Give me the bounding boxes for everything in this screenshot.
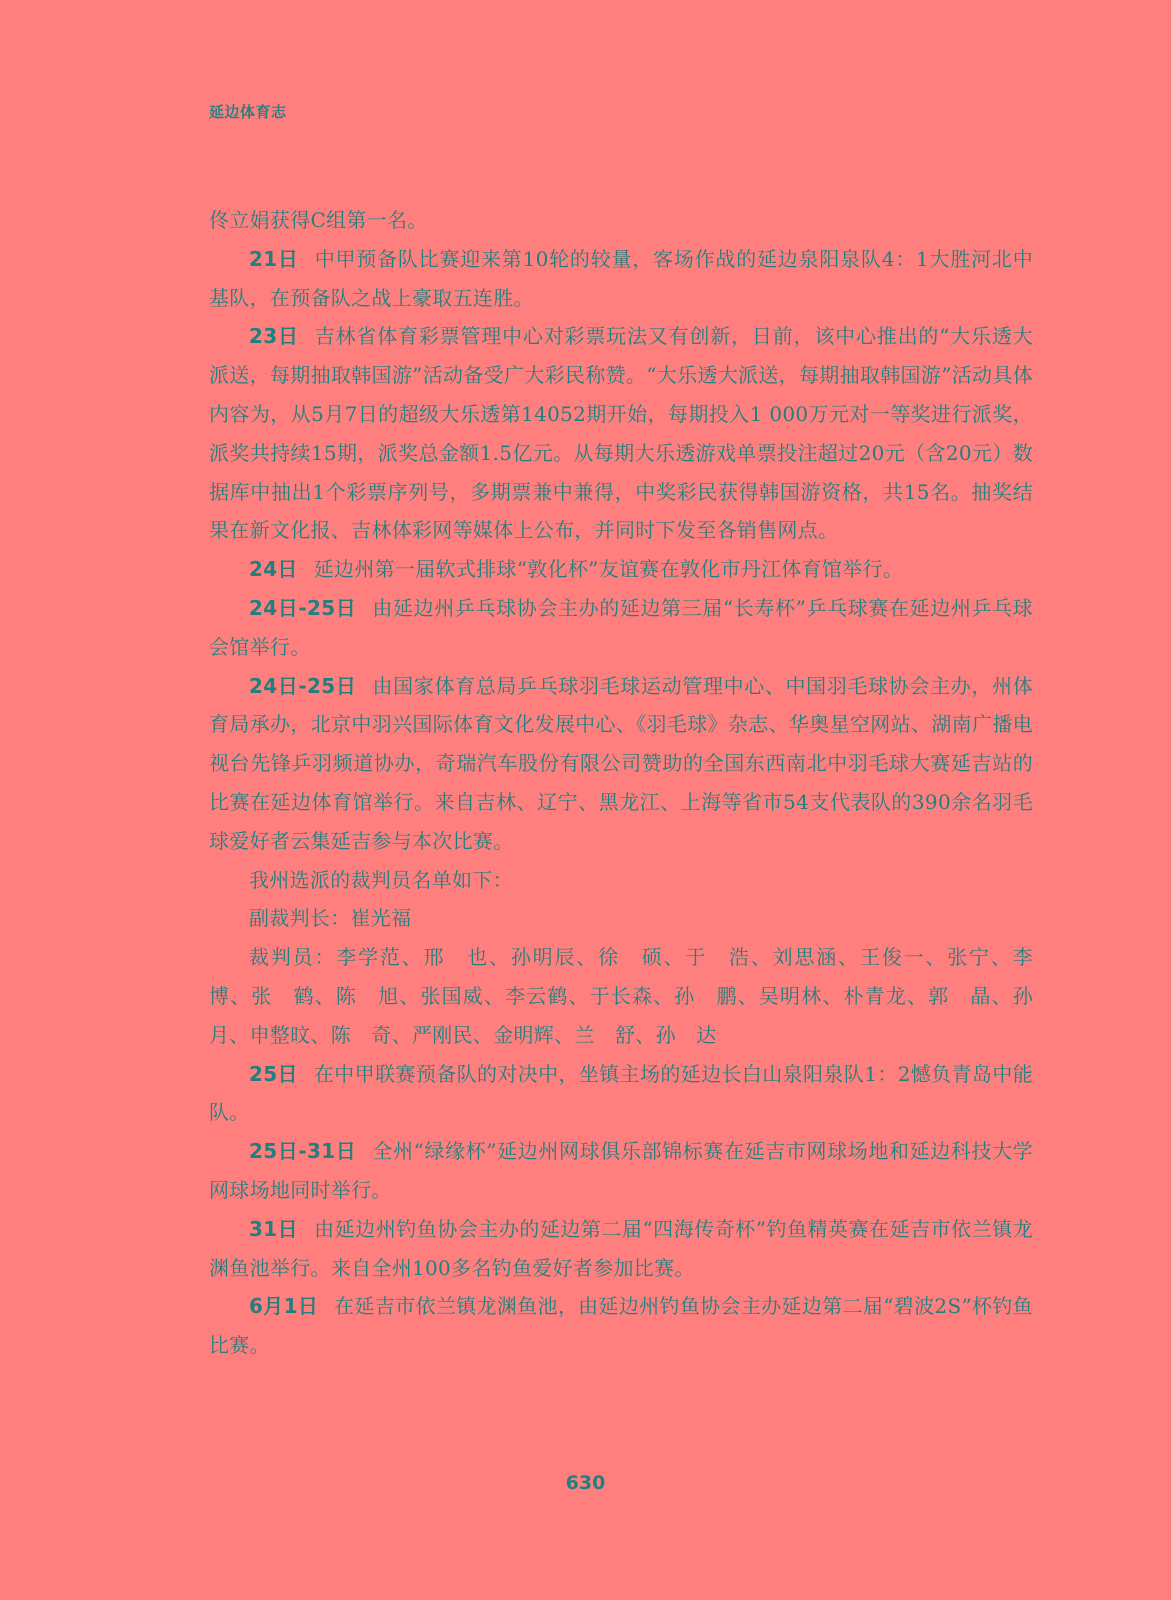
paragraph-continuation <box>209 201 1033 240</box>
entry-24-25-badminton <box>209 667 1033 861</box>
page-number: 630 <box>565 1472 606 1494</box>
entry-text: 全州“绿缘杯”延边州网球俱乐部锦标赛在延吉市网球场地和延边科技大学网球场地同时举行。 <box>209 1139 1033 1202</box>
entry-text: 由国家体育总局乒乓球羽毛球运动管理中心、中国羽毛球协会主办，州体育局承办，北京中羽兴国际体育文化发展中心、《羽毛球》杂志、华奥星空网站、湖南广播电视台先锋乒羽频道协办，奇瑞汽车股份有限公司赞助的全国东西南北中羽毛球大赛延吉站的比赛在延边体育馆举行。来自吉林、辽宁、黑龙江、上海等省市54支代表队的390余名羽毛球爱好者云集延吉参与本次比赛。 <box>209 673 1033 853</box>
entry-date: 24日-25日 <box>249 595 357 620</box>
entry-date: 24日-25日 <box>249 673 357 698</box>
entry-text: 由延边州钓鱼协会主办的延边第二届“四海传奇杯”钓鱼精英赛在延吉市依兰镇龙渊鱼池举行。来自全州100多名钓鱼爱好者参加比赛。 <box>209 1216 1034 1280</box>
entry-text: 在延吉市依兰镇龙渊鱼池，由延边州钓鱼协会主办延边第二届“碧波2S”杯钓鱼比赛。 <box>209 1294 1033 1358</box>
entry-date: 21日 <box>249 246 299 271</box>
entry-date: 25日-31日 <box>249 1139 357 1164</box>
entry-text: 延边州第一届软式排球“敦化杯”友谊赛在敦化市丹江体育馆举行。 <box>313 557 904 582</box>
entry-24 <box>209 550 1033 589</box>
entry-25-31 <box>209 1132 1033 1210</box>
entry-31 <box>209 1210 1033 1288</box>
paragraph-text: 副裁判长：崔光福 <box>249 906 412 931</box>
paragraph-text: 裁判员：李学范、邢 也、孙明辰、徐 硕、于 浩、刘思涵、王俊一、张宁、李 博、张 鹤、陈 旭、张国威、李云鹤、于长森、孙 鹏、吴明林、朴青龙、郭 晶、孙 月、申整旼、陈 奇、严刚民、金明辉、兰 舒、孙 达 <box>209 945 1054 1047</box>
deputy-chief-referee <box>209 899 1033 938</box>
entry-25 <box>209 1055 1033 1133</box>
entry-text: 在中甲联赛预备队的对决中，坐镇主场的延边长白山泉阳泉队1：2憾负青岛中能队。 <box>209 1061 1034 1125</box>
page-body <box>209 201 1054 1365</box>
entry-text: 吉林省体育彩票管理中心对彩票玩法又有创新，日前，该中心推出的“大乐透大派送，每期抽取韩国游”活动备受广大彩民称赞。“大乐透大派送，每期抽取韩国游”活动具体内容为，从5月7日的超级大乐透第14052期开始，每期投入1 000万元对一等奖进行派奖，派奖共持续15期，派奖总金额1.5亿元。从每期大乐透游戏单票投注超过20元（含20元）数据库中抽出1个彩票序列号，多期票兼中兼得，中奖彩民获得韩国游资格，共15名。抽奖结果在新文化报、吉林体彩网等媒体上公布，并同时下发至各销售网点。 <box>209 324 1033 543</box>
referee-list <box>209 938 1054 1054</box>
entry-date: 31日 <box>249 1216 299 1241</box>
running-title: 延边体育志 <box>209 103 287 121</box>
entry-date: 24日 <box>249 557 298 582</box>
entry-24-25-table-tennis <box>209 589 1033 667</box>
entry-text: 中甲预备队比赛迎来第10轮的较量，客场作战的延边泉阳泉队4：1大胜河北中基队，在预备队之战上豪取五连胜。 <box>209 246 1034 310</box>
entry-date: 25日 <box>249 1061 298 1086</box>
referee-intro <box>209 861 1033 900</box>
entry-text: 由延边州乒乓球协会主办的延边第三届“长寿杯”乒乓球赛在延边州乒乓球会馆举行。 <box>209 595 1033 659</box>
entry-21 <box>209 240 1033 318</box>
paragraph-text: 我州选派的裁判员名单如下： <box>249 867 513 892</box>
entry-23 <box>209 317 1033 550</box>
paragraph-text: 佟立娟获得C组第一名。 <box>209 208 428 232</box>
entry-date: 6月1日 <box>249 1294 319 1319</box>
entry-date: 23日 <box>249 324 299 349</box>
entry-june-1 <box>209 1287 1033 1365</box>
